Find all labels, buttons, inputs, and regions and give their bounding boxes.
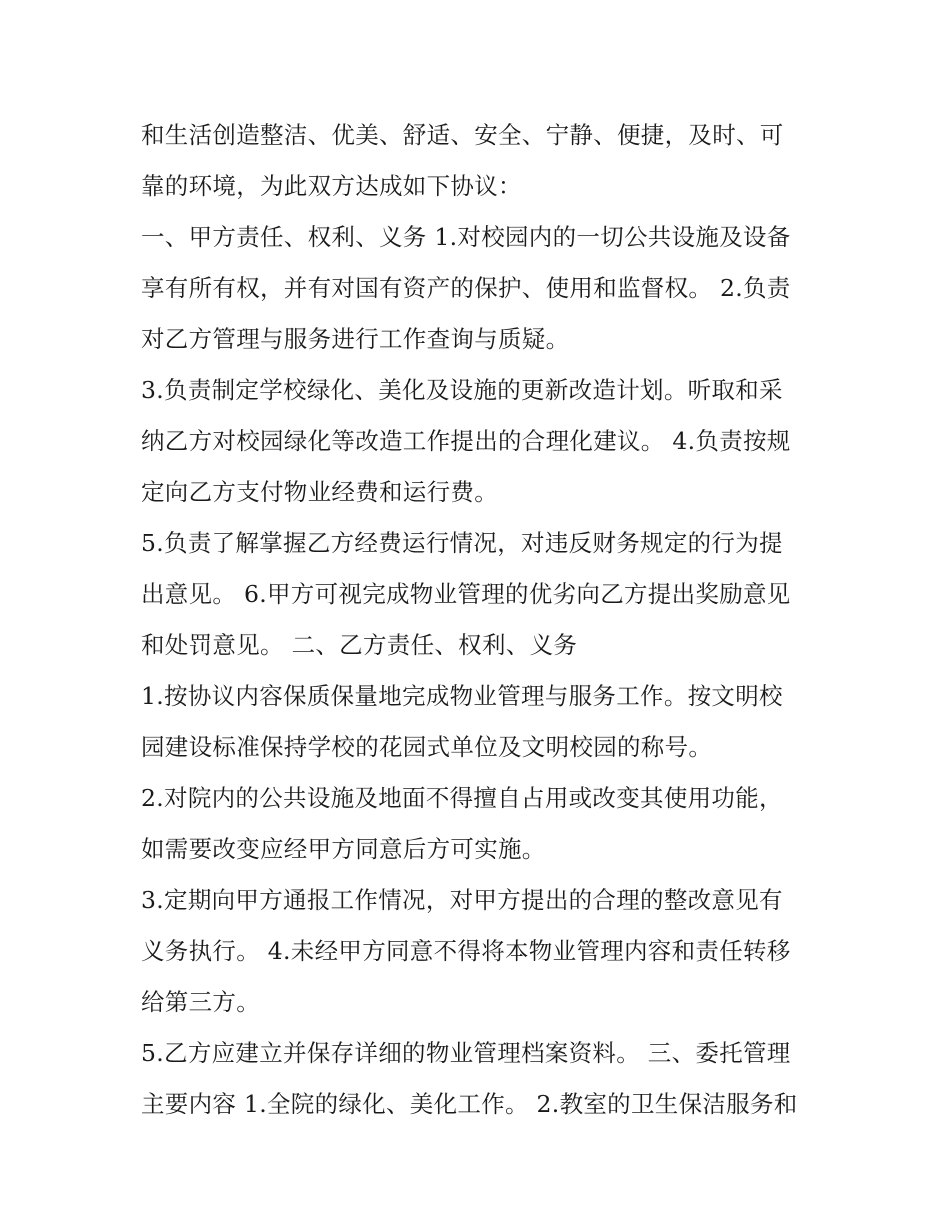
- text-line: 靠的环境，为此双方达成如下协议：: [141, 172, 522, 200]
- text-line: 对乙方管理与服务进行工作查询与质疑。: [141, 325, 570, 353]
- text-line: 5.乙方应建立并保存详细的物业管理档案资料。 三、委托管理: [141, 1039, 791, 1067]
- text-line: 园建设标准保持学校的花园式单位及文明校园的称号。: [141, 733, 713, 761]
- text-line: 出意见。 6.甲方可视完成物业管理的优劣向乙方提出奖励意见: [141, 580, 791, 608]
- text-line: 定向乙方支付物业经费和运行费。: [141, 478, 498, 506]
- text-line: 一、甲方责任、权利、义务 1.对校园内的一切公共设施及设备: [141, 223, 791, 251]
- text-line: 3.负责制定学校绿化、美化及设施的更新改造计划。听取和采: [141, 376, 783, 404]
- document-body: [141, 110, 821, 1130]
- text-line: 1.按协议内容保质保量地完成物业管理与服务工作。按文明校: [141, 682, 783, 710]
- text-line: 主要内容 1.全院的绿化、美化工作。 2.教室的卫生保洁服务和: [141, 1090, 798, 1118]
- text-line: 2.对院内的公共设施及地面不得擅自占用或改变其使用功能，: [141, 784, 783, 812]
- text-line: 给第三方。: [141, 988, 260, 1016]
- text-line: 和生活创造整洁、优美、舒适、安全、宁静、便捷，及时、可: [141, 121, 784, 149]
- text-line: 3.定期向甲方通报工作情况，对甲方提出的合理的整改意见有: [141, 886, 783, 914]
- text-line: 5.负责了解掌握乙方经费运行情况，对违反财务规定的行为提: [141, 529, 783, 557]
- text-line: 义务执行。 4.未经甲方同意不得将本物业管理内容和责任转移: [141, 937, 791, 965]
- text-line: 如需要改变应经甲方同意后方可实施。: [141, 835, 546, 863]
- text-line: 和处罚意见。 二、乙方责任、权利、义务: [141, 631, 578, 659]
- text-line: 纳乙方对校园绿化等改造工作提出的合理化建议。 4.负责按规: [141, 427, 791, 455]
- text-line: 享有所有权，并有对国有资产的保护、使用和监督权。 2.负责: [141, 274, 791, 302]
